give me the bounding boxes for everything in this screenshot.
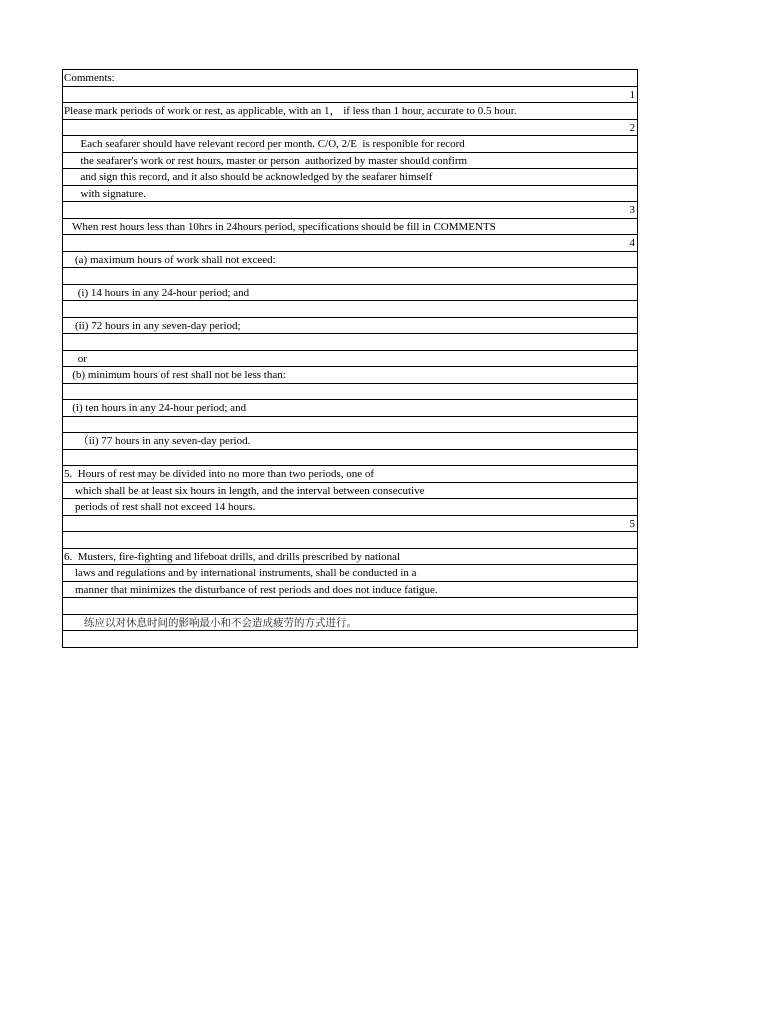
empty-row (63, 334, 637, 351)
section-number-row: 5 (63, 516, 637, 533)
empty-row (63, 268, 637, 285)
text-row: laws and regulations and by international instruments, shall be conducted in a (63, 565, 637, 582)
text-row: Please mark periods of work or rest, as applicable, with an 1， if less than 1 hour, accurate to 0.5 hour. (63, 103, 637, 120)
text-row: (b) minimum hours of rest shall not be less than: (63, 367, 637, 384)
text-row: (i) ten hours in any 24-hour period; and (63, 400, 637, 417)
text-row: （ii) 77 hours in any seven-day period. (63, 433, 637, 450)
empty-row (63, 598, 637, 615)
comments-sheet (62, 69, 638, 648)
empty-row (63, 301, 637, 318)
text-row: (a) maximum hours of work shall not exceed: (63, 252, 637, 269)
text-row: or (63, 351, 637, 368)
text-row: manner that minimizes the disturbance of rest periods and does not induce fatigue. (63, 582, 637, 599)
text-row: Comments: (63, 70, 637, 87)
text-row: (ii) 72 hours in any seven-day period; (63, 318, 637, 335)
text-row: 练应以对休息时间的影响最小和不会造成疲劳的方式进行。 (63, 615, 637, 632)
text-row: Each seafarer should have relevant record per month. C/O, 2/E is responible for record (63, 136, 637, 153)
empty-row (63, 631, 637, 648)
text-row: and sign this record, and it also should be acknowledged by the seafarer himself (63, 169, 637, 186)
empty-row (63, 417, 637, 434)
text-row: which shall be at least six hours in length, and the interval between consecutive (63, 483, 637, 500)
section-number-row: 1 (63, 87, 637, 104)
text-row: periods of rest shall not exceed 14 hours. (63, 499, 637, 516)
section-number-row: 3 (63, 202, 637, 219)
section-number-row: 4 (63, 235, 637, 252)
text-row: When rest hours less than 10hrs in 24hours period, specifications should be fill in COMMENTS (63, 219, 637, 236)
text-row: with signature. (63, 186, 637, 203)
empty-row (63, 450, 637, 467)
text-row: 6. Musters, fire-fighting and lifeboat drills, and drills prescribed by national (63, 549, 637, 566)
empty-row (63, 384, 637, 401)
text-row: 5. Hours of rest may be divided into no more than two periods, one of (63, 466, 637, 483)
empty-row (63, 532, 637, 549)
section-number-row: 2 (63, 120, 637, 137)
text-row: the seafarer's work or rest hours, master or person authorized by master should confirm (63, 153, 637, 170)
text-row: (i) 14 hours in any 24-hour period; and (63, 285, 637, 302)
